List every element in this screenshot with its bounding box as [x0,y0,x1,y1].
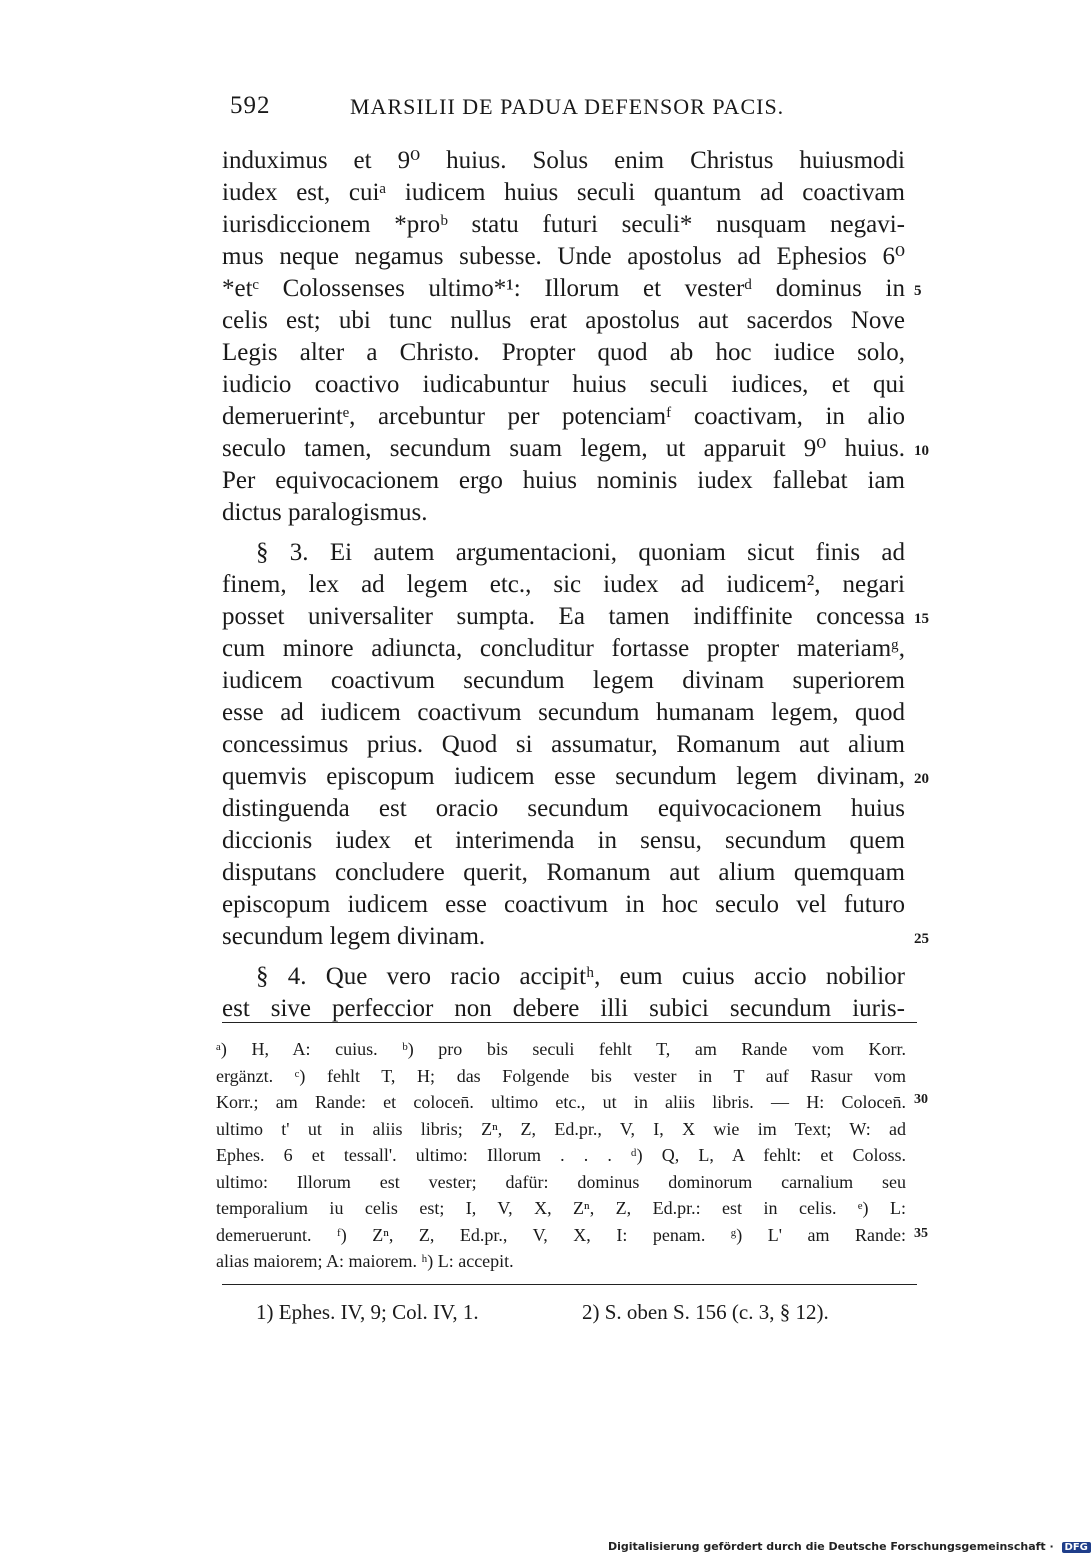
text-line: esse ad iudicem coactivum secundum humanam legem, quod [222,699,905,726]
footnote-line-number: 30 [914,1092,928,1107]
footnote-line: ᵃ) H, A: cuius. ᵇ) pro bis seculi fehlt T, am Rande vom Korr. [216,1039,906,1059]
source-note-2: 2) S. oben S. 156 (c. 3, § 12). [582,1300,829,1324]
footnote-line: demeruerunt. ᶠ) Zⁿ, Z, Ed.pr., V, X, I: penam. ᵍ) L' am Rande: [216,1224,906,1245]
paragraph-gap [222,953,905,961]
line-number: 5 [914,283,922,299]
paragraph-gap [222,529,905,537]
text-line: finem, lex ad legem etc., sic iudex ad iudicem², negari [222,571,905,598]
text-line: iudicio coactivo iudicabuntur huius seculi iudices, et qui [222,371,905,398]
text-line: quemvis episcopum iudicem esse secundum legem divinam, [222,763,905,790]
line-number: 15 [914,611,929,627]
dfg-logo-icon: DFG [1062,1542,1091,1553]
text-line: induximus et 9⁰ huius. Solus enim Christus huiusmodi [222,147,905,174]
text-line: est sive perfeccior non debere illi subici secundum iuris- [222,995,905,1022]
main-text [222,145,905,1025]
text-line: iurisdiccionem *proᵇ statu futuri seculi* nusquam negavi- [222,211,905,238]
credit-text: Digitalisierung gefördert durch die Deutsche Forschungsgemeinschaft · [608,1540,1054,1553]
text-line: demeruerintᵉ, arcebuntur per potenciamᶠ coactivam, in alio [222,403,905,430]
text-line: *etᶜ Colossenses ultimo*¹: Illorum et vesterᵈ dominus in [222,275,905,302]
digitization-credit [608,1540,1091,1553]
footnote-line: ultimo t' ut in aliis libris; Zⁿ, Z, Ed.pr., V, I, X wie im Text; W: ad [216,1118,906,1139]
footnote-line: ultimo: Illorum est vester; dafür: dominus dominorum carnalium seu [216,1171,906,1192]
text-line: secundum legem divinam. [222,923,486,950]
text-line: § 3. Ei autem argumentacioni, quoniam sicut finis ad [256,539,905,566]
text-line: Legis alter a Christo. Propter quod ab hoc iudice solo, [222,339,905,366]
footnote-line: Ephes. 6 et tessall'. ultimo: Illorum . . . ᵈ) Q, L, A fehlt: et Coloss. [216,1145,906,1165]
text-line: § 4. Que vero racio accipitʰ, eum cuius accio nobilior [256,963,905,990]
text-line: distinguenda est oracio secundum equivocacionem huius [222,795,905,822]
footnote-rule [222,1022,917,1023]
text-line: celis est; ubi tunc nullus erat apostolus aut sacerdos Nove [222,307,905,334]
text-line: disputans concludere querit, Romanum aut alium quemquam [222,859,905,886]
source-note-1: 1) Ephes. IV, 9; Col. IV, 1. [256,1300,479,1324]
text-line: concessimus prius. Quod si assumatur, Romanum aut alium [222,731,905,758]
footnote-line: Korr.; am Rande: et colocen̄. ultimo etc., ut in aliis libris. — H: Colocen̄. [216,1092,906,1112]
line-number: 25 [914,931,929,947]
running-title: MARSILII DE PADUA DEFENSOR PACIS. [350,94,785,119]
footnote-line: temporalium iu celis est; I, V, X, Zⁿ, Z, Ed.pr.: est in celis. ᵉ) L: [216,1198,906,1218]
footnote-line: alias maiorem; A: maiorem. ʰ) L: accepit. [216,1251,514,1271]
line-number: 20 [914,771,929,787]
text-line: episcopum iudicem esse coactivum in hoc seculo vel futuro [222,891,905,918]
text-line: dictus paralogismus. [222,499,428,526]
critical-apparatus [216,1036,906,1275]
text-line: seculo tamen, secundum suam legem, ut apparuit 9⁰ huius. [222,435,905,462]
text-line: cum minore adiuncta, concluditur fortasse propter materiamᵍ, [222,635,905,662]
text-line: iudex est, cuiᵃ iudicem huius seculi quantum ad coactivam [222,179,905,206]
text-line: iudicem coactivum secundum legem divinam superiorem [222,667,905,694]
footnote-line-number: 35 [914,1226,928,1241]
text-line: posset universaliter sumpta. Ea tamen indiffinite concessa [222,603,905,630]
text-line: mus neque negamus subesse. Unde apostolus ad Ephesios 6⁰ [222,243,905,270]
text-line: diccionis iudex et interimenda in sensu, secundum quem [222,827,905,854]
line-number: 10 [914,443,929,459]
page-header [222,92,922,128]
footnote-line: ergänzt. ᶜ) fehlt T, H; das Folgende bis vester in T auf Rasur vom [216,1065,906,1086]
notes-rule [222,1284,917,1285]
text-line: Per equivocacionem ergo huius nominis iudex fallebat iam [222,467,905,494]
page-number: 592 [230,92,271,119]
